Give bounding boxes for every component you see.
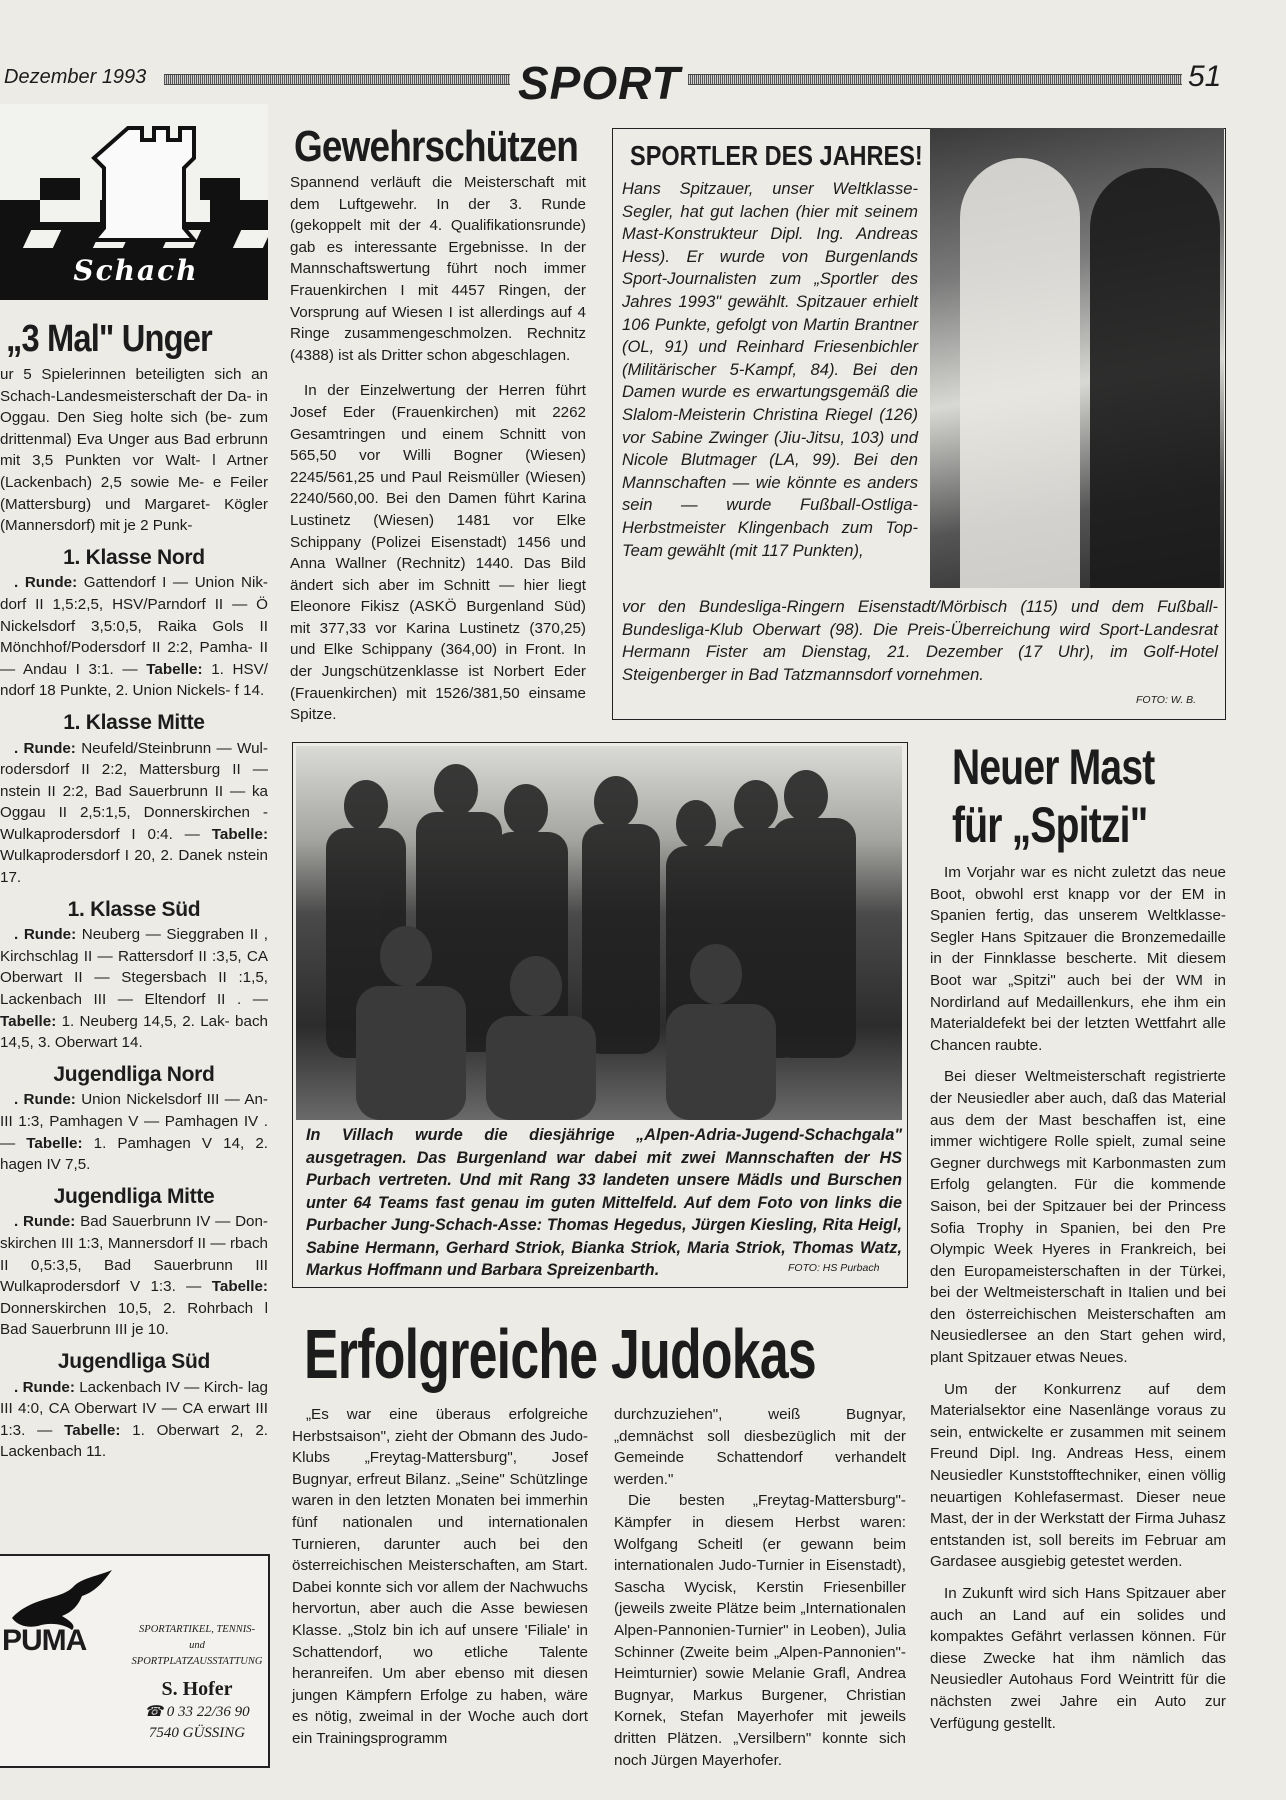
judo-column-1 [292, 1404, 588, 1756]
round-label: . Runde: [14, 1091, 76, 1109]
ad-line-3: SPORTPLATZAUSSTATTUNG [131, 1656, 263, 1667]
person-left [960, 158, 1080, 588]
ad-line-2: und [189, 1640, 205, 1651]
table-standings: 1. Pamhagen V 14, 2. hagen IV 7,5. [0, 1134, 268, 1174]
mast-headline-line-2: für „Spitzi" [952, 797, 1148, 853]
group-photo-caption: In Villach wurde die diesjährige „Alpen-Adria-Jugend-Schachgala" ausgetragen. Das Burgenland war dabei mit zwei Mannschaften der HS Purbach vertreten. Und mit Rang 33 landeten unsere Mädls und Burschen unter 64 Teams fast genau im guten Mittelfeld. Auf dem Foto von links die Purbacher Jung-Schach-Asse: Thomas Hegedus, Jürgen Kiesling, Rita Heigl, Sabine Hermann, Gerhard Striok, Bianka Striok, Maria Striok, Thomas Watz, Markus Hoffmann und Barbara Spreizenbarth. [306, 1126, 902, 1279]
group-photo [296, 746, 902, 1120]
table-label: Tabelle: [211, 825, 268, 843]
schach-logo [0, 104, 268, 300]
round-label: . Runde: [14, 1378, 75, 1396]
league-title: 1. Klasse Süd [67, 897, 201, 921]
schach-intro: ur 5 Spielerinnen beteiligten sich an Schach-Landesmeisterschaft der Da- in Oggau. Den Sieg holte sich (be- zum drittenmal) Eva Unger aus Bad erbrunn mit 3,5 Punkten vor Walt- l Artner (Lackenbach) 2,5 sowie Me- e Feiler (Mattersburg) und Margaret- Kögler (Mannersdorf) mit je 2 Punk- [0, 366, 268, 535]
judo-paragraph: durchzuziehen", weiß Bugnyar, „demnächst soll diesbezüglich mit der Gemeinde Schattendorf verhandelt werden." [614, 1406, 906, 1488]
gewehr-paragraph: Spannend verläuft die Meisterschaft mit dem Luftgewehr. In der 3. Runde (gekoppelt mit der 4. Qualifikationsrunde) gab es interessante Ergebnisse. In der Mannschaftswertung führt noch immer Frauenkirchen I mit 4457 Ringen, der Vorsprung auf Wiesen I ist allerdings auf 4 Ringe zusammengeschmolzen. Rechnitz (4388) ist als Dritter schon abgeschlagen. [290, 174, 586, 364]
table-label: Tabelle: [64, 1421, 121, 1439]
group-photo-people [296, 746, 902, 1120]
round-results: Union Nickelsdorf III — An- III 1:3, Pamhagen V — Pamhagen IV . — [0, 1091, 268, 1152]
judo-headline: Erfolgreiche Judokas [304, 1315, 817, 1393]
league-title: 1. Klasse Mitte [63, 710, 205, 734]
table-standings: 1. Oberwart 2, 2. Lackenbach 11. [0, 1421, 268, 1461]
ad-city: 7540 GÜSSING [148, 1725, 246, 1741]
page-number: 51 [1188, 60, 1222, 93]
gewehr-paragraph: In der Einzelwertung der Herren führt Josef Eder (Frauenkirchen) mit 2262 Gesamtringen und einem Schnitt von 565,50 vor Willi Bogner (Wiesen) 2245/561,25 und Paul Reismüller (Wiesen) 2240/560,00. Bei den Damen führt Karina Lustinetz (Wiesen) 1481 vor Elke Schippany (Polizei Eisenstadt) 1456 und Anna Wallner (Rechnitz) 1440. Das Bild ändert sich aber im Schnitt — hier liegt Eleonore Fikisz (ASKÖ Burgenland Süd) mit 377,33 vor Karina Lustinetz (370,25) und Elke Schippany (364,00) in Front. In der Jungschützenklasse ist Norbert Eder (Frauenkirchen) mit 1526/381,50 einsame Spitze. [290, 382, 586, 724]
round-results: Gattendorf I — Union Nik- dorf II 1,5:2,5, HSV/Parndorf II — Ö Nickelsdorf 3,5:0,5, Raika Gols II Mönchhof/Podersdorf II 2:2, Pamha- II — Andau I 3:1. — [0, 574, 268, 678]
gewehr-article [290, 172, 586, 732]
round-label: . Runde: [14, 574, 78, 592]
sportler-headline: SPORTLER DES JAHRES! [630, 140, 923, 171]
round-label: . Runde: [14, 739, 76, 757]
league-title: Jugendliga Mitte [53, 1184, 215, 1208]
section-title: SPORT [518, 57, 681, 109]
league-title: Jugendliga Nord [53, 1062, 215, 1086]
league-results [0, 1377, 268, 1463]
round-results: Neuberg — Sieggraben II , Kirchschlag II — Rattersdorf II :3,5, CA Oberwart II — Stegersbach II :1,5, Lackenbach III — Eltendorf II . — [0, 926, 268, 1009]
gewehr-headline: Gewehrschützen [294, 122, 578, 171]
league-title: 1. Klasse Nord [63, 545, 205, 569]
mast-article [930, 862, 1226, 1740]
ad-phone: ☎ 0 33 22/36 90 [144, 1704, 250, 1720]
header-rule-right [688, 74, 1182, 85]
judo-column-2 [614, 1404, 906, 1777]
puma-brand: PUMA [2, 1624, 87, 1657]
league-results [0, 1089, 268, 1175]
group-photo-credit: FOTO: HS Purbach [788, 1262, 880, 1274]
round-results: Bad Sauerbrunn IV — Don- skirchen III 1:3, Mannersdorf II — rbach II 0,5:3,5, Bad Sauerbrunn III Wulkaprodersdorf V 1:3. — [0, 1213, 268, 1296]
table-standings: Donnerskirchen 10,5, 2. Rohrbach l Bad Sauerbrunn III je 10. [0, 1299, 268, 1339]
mast-paragraph: Bei dieser Weltmeisterschaft registrierte der Neusiedler aber auch, daß das Material aus dem der Mast beschaffen ist, eine immer wichtigere Rolle spielt, zumal seine Gegner durchwegs mit Karbonmasten zum Erfolg gelangten. Für die kommende Saison, bei der Spitzauer bei der Princess Sofia Trophy in Spanien, bei den Pre Olympic Week Hyeres in Frankreich, bei den Europameisterschaften in der Türkei, bei der Weltmeisterschaft in Italien und bei den österreichischen Meisterschaften am Neusiedlersee an den Start gehen wird, plant Spitzauer etwas Neues. [930, 1068, 1226, 1367]
round-results: Neufeld/Steinbrunn — Wul- rodersdorf II 2:2, Mattersburg II — nstein II 2:2, Bad Sauerbrunn II — ka Oggau II 2,5:1,5, Donnerskirchen - Wulkaprodersdorf I 0:4. — [0, 739, 268, 843]
league-list [0, 547, 268, 1463]
round-label: . Runde: [14, 1213, 76, 1231]
sportler-photo-credit: FOTO: W. B. [1136, 694, 1197, 706]
sportler-photo [930, 128, 1224, 588]
league-results [0, 924, 268, 1054]
header-rule-left [164, 74, 510, 85]
schach-label: Schach [73, 254, 199, 287]
mast-paragraph: In Zukunft wird sich Hans Spitzauer aber auch an Land auf ein solides und kompaktes Gefährt verlassen können. Für diese Zwecke hat ihm nämlich das Neusiedler Autohaus Ford Weintritt für die nächsten zwei Jahre ein Auto zur Verfügung gestellt. [930, 1585, 1226, 1732]
ad-line-1: SPORTARTIKEL, TENNIS- [139, 1624, 255, 1635]
mast-headline-line-1: Neuer Mast [952, 739, 1155, 795]
ad-name: S. Hofer [161, 1678, 233, 1700]
table-standings: 1. Neuberg 14,5, 2. Lak- bach 14,5, 3. Oberwart 14. [0, 1012, 268, 1052]
puma-advertisement [0, 1554, 270, 1768]
table-label: Tabelle: [146, 660, 203, 678]
sportler-text: Hans Spitzauer, unser Weltklasse-Segler, hat gut lachen (hier mit seinem Mast-Konstrukteur Dipl. Ing. Andreas Hess). Er wurde von Burgenlands Sport-Journalisten zum „Sportler des Jahres 1993" gewählt. Spitzauer erhielt 106 Punkte, gefolgt von Martin Brantner (OL, 91) und Reinhard Friesenbichler (Militärischer 5-Kampf, 84). Bei den Damen wurde es erwartungsgemäß die Slalom-Meisterin Christina Riegel (126) vor Sabine Zwinger (Jiu-Jitsu, 103) und Nicole Blutmager (LA, 99). Bei den Mannschaften — wie könnte es anders sein — wurde Fußball-Ostliga-Herbstmeister Klingenbach zum Top-Team gewählt (mit 117 Punkten), [622, 179, 918, 560]
judo-paragraph: Die besten „Freytag-Mattersburg"-Kämpfer in diesem Herbst waren: Wolfgang Scheitl (er gewann beim internationalen Judo-Turnier in Eisenstadt), Sascha Wycisk, Kerstin Friesenbiller (jeweils zweite Plätze beim „Internationalen Alpen-Pannonien-Turnier" in Leoben), Julia Schinner (Zweite beim „Alpen-Pannonien"-Heimturnier) sowie Melanie Grafl, Andrea Bugnyar, Markus Burgener, Christian Kornek, Stefan Mayerhofer mit jeweils dritten Plätzen. „Versilbern" konnte sich noch Jürgen Mayerhofer. [614, 1492, 906, 1769]
league-results [0, 572, 268, 702]
round-results: Lackenbach IV — Kirch- lag III 4:0, CA Oberwart IV — CA erwart III 1:3. — [0, 1378, 268, 1439]
table-standings: Wulkaprodersdorf I 20, 2. Danek nstein 17. [0, 847, 268, 887]
schach-article [0, 364, 268, 1469]
judo-paragraph: „Es war eine überaus erfolgreiche Herbstsaison", zieht der Obmann des Judo-Klubs „Freytag-Mattersburg", Josef Bugnyar, erfreut Bilanz. „Seine" Schützlinge waren in den letzten Monaten bei immerhin fünf nationalen und internationalen Turnieren, darunter auch bei den österreichischen Meisterschaften, am Start. Dabei konnte sich vor allem der Nachwuchs hervortun, aber auch die Asse bewiesen Klasse. „Stolz bin ich auf unsere 'Filiale' in Schattendorf, wo etliche Talente heranreifen. Um aber ebenso mit diesen jungen Kämpfern Erfolge zu haben, wäre es nötig, zweimal in der Woche auch dort ein Trainingsprogramm [292, 1406, 588, 1747]
table-standings: 1. HSV/ ndorf 18 Punkte, 2. Union Nickels- f 14. [0, 660, 268, 700]
schach-headline: „3 Mal" Unger [6, 318, 212, 360]
league-title: Jugendliga Süd [57, 1349, 211, 1373]
league-results [0, 738, 268, 889]
mast-paragraph: Im Vorjahr war es nicht zuletzt das neue Boot, obwohl erst knapp vor der EM in Spanien fertig, das unserem Weltklasse-Segler Hans Spitzauer die Bronzemedaille in der Finnklasse bescherte. Mit diesem Boot war „Spitzi" auch bei der WM in Nordirland auf Medaillenkurs, ehe ihm ein Materialdefekt bei der letzten Wettfahrt alle Chancen raubte. [930, 864, 1226, 1054]
league-results [0, 1211, 268, 1341]
table-label: Tabelle: [26, 1134, 83, 1152]
mast-paragraph: Um der Konkurrenz auf dem Materialsektor eine Nasenlänge voraus zu sein, entwickelte er zusammen mit seinem Freund Dipl. Ing. Andreas Hess, einem Neusiedler Kunststofftechniker, einen völlig neuartigen Kohlefasermast. Dieser neue Mast, der in der Werkstatt der Firma Juhasz entstanden ist, soll bereits im Februar am Gardasee ausgiebig getestet werden. [930, 1380, 1226, 1571]
sportler-text-continued: vor den Bundesliga-Ringern Eisenstadt/Mörbisch (115) und dem Fußball-Bundesliga-Klub Oberwart (98). Die Preis-Überreichung wird Sport-Landesrat Hermann Fister am Dienstag, 21. Dezember (17 Uhr), im Golf-Hotel Steigenberger in Bad Tatzmannsdorf vornehmen. [622, 597, 1218, 684]
table-label: Tabelle: [0, 1012, 57, 1030]
issue-date: Dezember 1993 [4, 66, 147, 88]
table-label: Tabelle: [211, 1278, 268, 1296]
person-right [1090, 168, 1220, 588]
round-label: . Runde: [14, 926, 77, 944]
